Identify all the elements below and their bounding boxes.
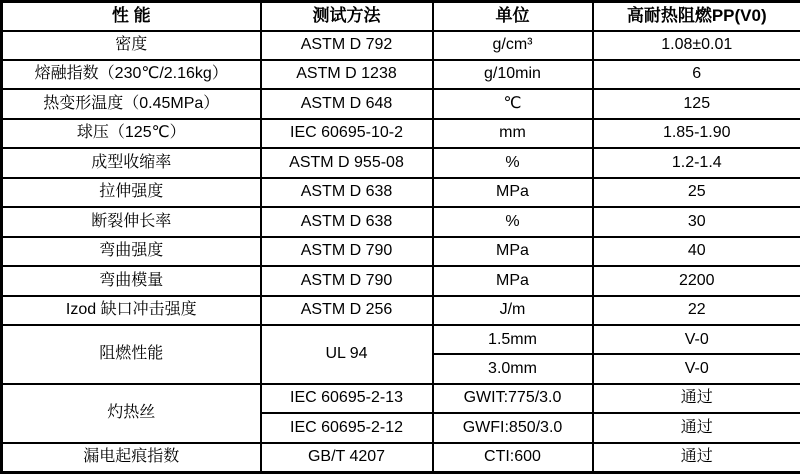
- property-cell: 漏电起痕指数: [2, 443, 261, 473]
- value-cell: 6: [593, 60, 800, 89]
- value-cell: 1.2-1.4: [593, 148, 800, 177]
- header-grade: 高耐热阻燃PP(V0): [593, 2, 800, 31]
- property-cell: 熔融指数（230℃/2.16kg）: [2, 60, 261, 89]
- property-cell-flame: 阻燃性能: [2, 325, 261, 384]
- table-row-flame-rating-1: [2, 325, 800, 354]
- unit-cell: GWIT:775/3.0: [433, 384, 593, 413]
- unit-cell: GWFI:850/3.0: [433, 413, 593, 442]
- unit-cell: ℃: [433, 89, 593, 118]
- unit-cell: %: [433, 148, 593, 177]
- table-row-density: [2, 31, 800, 60]
- property-cell: 断裂伸长率: [2, 207, 261, 236]
- table-row-ball-pressure: [2, 119, 800, 148]
- header-test-method: 测试方法: [261, 2, 433, 31]
- method-cell: ASTM D 648: [261, 89, 433, 118]
- value-cell: 通过: [593, 443, 800, 473]
- value-cell: 40: [593, 237, 800, 266]
- table-row-melt-index: [2, 60, 800, 89]
- method-cell: ASTM D 955-08: [261, 148, 433, 177]
- table-row-izod-impact: [2, 296, 800, 325]
- method-cell: ASTM D 638: [261, 178, 433, 207]
- header-row: [2, 2, 800, 31]
- property-cell: 热变形温度（0.45MPa）: [2, 89, 261, 118]
- unit-cell: 1.5mm: [433, 325, 593, 354]
- header-property: 性 能: [2, 2, 261, 31]
- table-row-glow-wire-1: [2, 384, 800, 413]
- property-cell: Izod 缺口冲击强度: [2, 296, 261, 325]
- property-cell: 拉伸强度: [2, 178, 261, 207]
- table-row-hdt: [2, 89, 800, 118]
- unit-cell: %: [433, 207, 593, 236]
- value-cell: V-0: [593, 325, 800, 354]
- table-row-elongation: [2, 207, 800, 236]
- method-cell: ASTM D 790: [261, 266, 433, 295]
- method-cell: IEC 60695-10-2: [261, 119, 433, 148]
- table-row-mold-shrinkage: [2, 148, 800, 177]
- unit-cell: CTI:600: [433, 443, 593, 473]
- unit-cell: g/10min: [433, 60, 593, 89]
- value-cell: 1.85-1.90: [593, 119, 800, 148]
- property-cell: 成型收缩率: [2, 148, 261, 177]
- method-cell: IEC 60695-2-12: [261, 413, 433, 442]
- value-cell: 30: [593, 207, 800, 236]
- table-row-flexural-strength: [2, 237, 800, 266]
- method-cell: ASTM D 790: [261, 237, 433, 266]
- method-cell: ASTM D 792: [261, 31, 433, 60]
- method-cell: ASTM D 1238: [261, 60, 433, 89]
- table-row-flexural-modulus: [2, 266, 800, 295]
- unit-cell: mm: [433, 119, 593, 148]
- method-cell: GB/T 4207: [261, 443, 433, 473]
- table-row-cti: [2, 443, 800, 473]
- value-cell: 1.08±0.01: [593, 31, 800, 60]
- unit-cell: MPa: [433, 178, 593, 207]
- table-row-tensile-strength: [2, 178, 800, 207]
- value-cell: 25: [593, 178, 800, 207]
- value-cell: 2200: [593, 266, 800, 295]
- property-cell: 密度: [2, 31, 261, 60]
- property-cell: 弯曲强度: [2, 237, 261, 266]
- unit-cell: g/cm³: [433, 31, 593, 60]
- property-cell-glow-wire: 灼热丝: [2, 384, 261, 443]
- value-cell: 通过: [593, 413, 800, 442]
- unit-cell: 3.0mm: [433, 354, 593, 383]
- method-cell: IEC 60695-2-13: [261, 384, 433, 413]
- method-cell: ASTM D 256: [261, 296, 433, 325]
- unit-cell: MPa: [433, 266, 593, 295]
- unit-cell: MPa: [433, 237, 593, 266]
- property-cell: 弯曲模量: [2, 266, 261, 295]
- value-cell: 22: [593, 296, 800, 325]
- unit-cell: J/m: [433, 296, 593, 325]
- header-unit: 单位: [433, 2, 593, 31]
- method-cell-ul94: UL 94: [261, 325, 433, 384]
- method-cell: ASTM D 638: [261, 207, 433, 236]
- property-cell: 球压（125℃）: [2, 119, 261, 148]
- value-cell: 通过: [593, 384, 800, 413]
- value-cell: V-0: [593, 354, 800, 383]
- value-cell: 125: [593, 89, 800, 118]
